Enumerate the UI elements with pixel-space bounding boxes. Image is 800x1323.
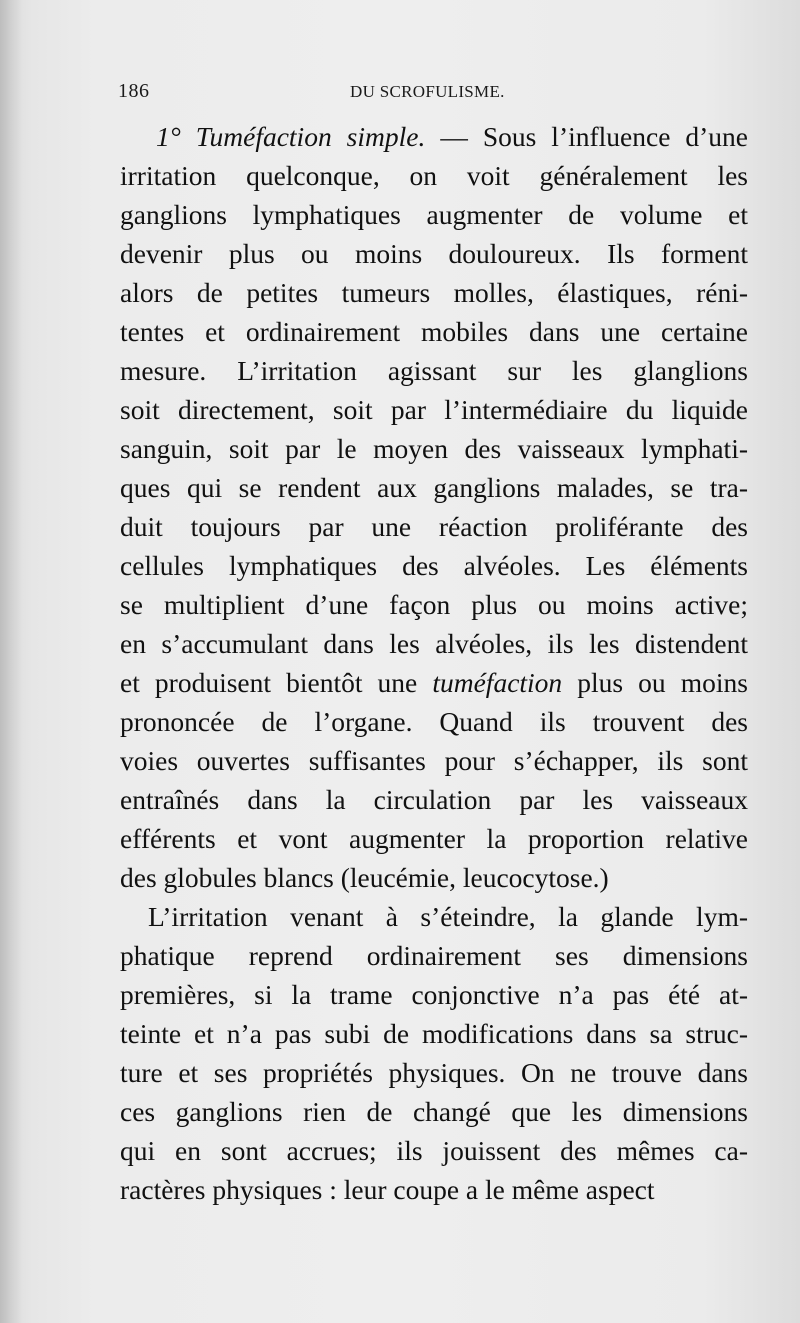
text-run: ture et ses propriétés physiques. On ne trouve dans (120, 1057, 748, 1088)
body-text (120, 117, 748, 1209)
text-run: ces ganglions rien de changé que les dimensions (120, 1096, 748, 1127)
text-run: ganglions lymphatiques augmenter de volume et (120, 199, 748, 230)
text-run: des globules blancs (leucémie, leucocytose.) (120, 862, 609, 893)
text-line (120, 975, 748, 1014)
text-run: et produisent bientôt une (120, 667, 433, 698)
text-run: devenir plus ou moins douloureux. Ils forment (120, 238, 748, 269)
text-run: se multiplient d’une façon plus ou moins active; (120, 589, 748, 620)
text-run: teinte et n’a pas subi de modifications dans sa struc- (120, 1018, 748, 1049)
text-run: — Sous l’influence d’une (425, 121, 748, 152)
running-title: DU SCROFULISME. (350, 82, 505, 101)
text-run: entraînés dans la circulation par les vaisseaux (120, 784, 748, 815)
text-line (120, 858, 748, 897)
text-run: phatique reprend ordinairement ses dimensions (120, 940, 748, 971)
text-run: tentes et ordinairement mobiles dans une certaine (120, 316, 748, 347)
text-line (120, 819, 748, 858)
text-run: cellules lymphatiques des alvéoles. Les éléments (120, 550, 748, 581)
text-line (120, 312, 748, 351)
italic-run: 1° Tuméfaction simple. (156, 121, 426, 152)
text-line (120, 1131, 748, 1170)
text-line (120, 468, 748, 507)
text-line (120, 663, 748, 702)
text-run: prononcée de l’organe. Quand ils trouvent des (120, 706, 748, 737)
text-run: L’irritation venant à s’éteindre, la glande lym- (148, 901, 748, 932)
text-line (120, 351, 748, 390)
text-line (120, 273, 748, 312)
text-line (120, 585, 748, 624)
text-line (120, 1053, 748, 1092)
text-line (120, 1170, 748, 1209)
text-line (120, 624, 748, 663)
text-line (120, 741, 748, 780)
text-run: ques qui se rendent aux ganglions malades, se tra- (120, 472, 748, 503)
text-line (120, 1014, 748, 1053)
text-line (120, 429, 748, 468)
spine-shadow (0, 0, 22, 1323)
text-line (120, 780, 748, 819)
running-head (118, 80, 748, 106)
text-run: ractères physiques : leur coupe a le même aspect (120, 1174, 655, 1205)
text-line (120, 702, 748, 741)
text-line (120, 195, 748, 234)
text-line (120, 936, 748, 975)
text-line (120, 390, 748, 429)
text-line (120, 1092, 748, 1131)
text-line (120, 117, 748, 156)
italic-run: tuméfaction (432, 667, 563, 698)
text-line (120, 546, 748, 585)
text-run: plus ou moins (562, 667, 748, 698)
text-run: sanguin, soit par le moyen des vaisseaux lymphati- (120, 433, 748, 464)
text-line (120, 156, 748, 195)
text-run: premières, si la trame conjonctive n’a pas été at- (120, 979, 748, 1010)
page-number: 186 (118, 80, 150, 102)
text-run: mesure. L’irritation agissant sur les glanglions (120, 355, 748, 386)
text-run: qui en sont accrues; ils jouissent des mêmes ca- (120, 1135, 748, 1166)
text-run: duit toujours par une réaction proliférante des (120, 511, 748, 542)
text-line (120, 507, 748, 546)
text-run: soit directement, soit par l’intermédiaire du liquide (120, 394, 748, 425)
text-run: voies ouvertes suffisantes pour s’échapper, ils sont (120, 745, 748, 776)
text-run: en s’accumulant dans les alvéoles, ils les distendent (120, 628, 748, 659)
text-run: irritation quelconque, on voit généralement les (120, 160, 748, 191)
text-line (120, 897, 748, 936)
text-run: alors de petites tumeurs molles, élastiques, réni- (120, 277, 748, 308)
text-line (120, 234, 748, 273)
text-run: efférents et vont augmenter la proportion relative (120, 823, 748, 854)
